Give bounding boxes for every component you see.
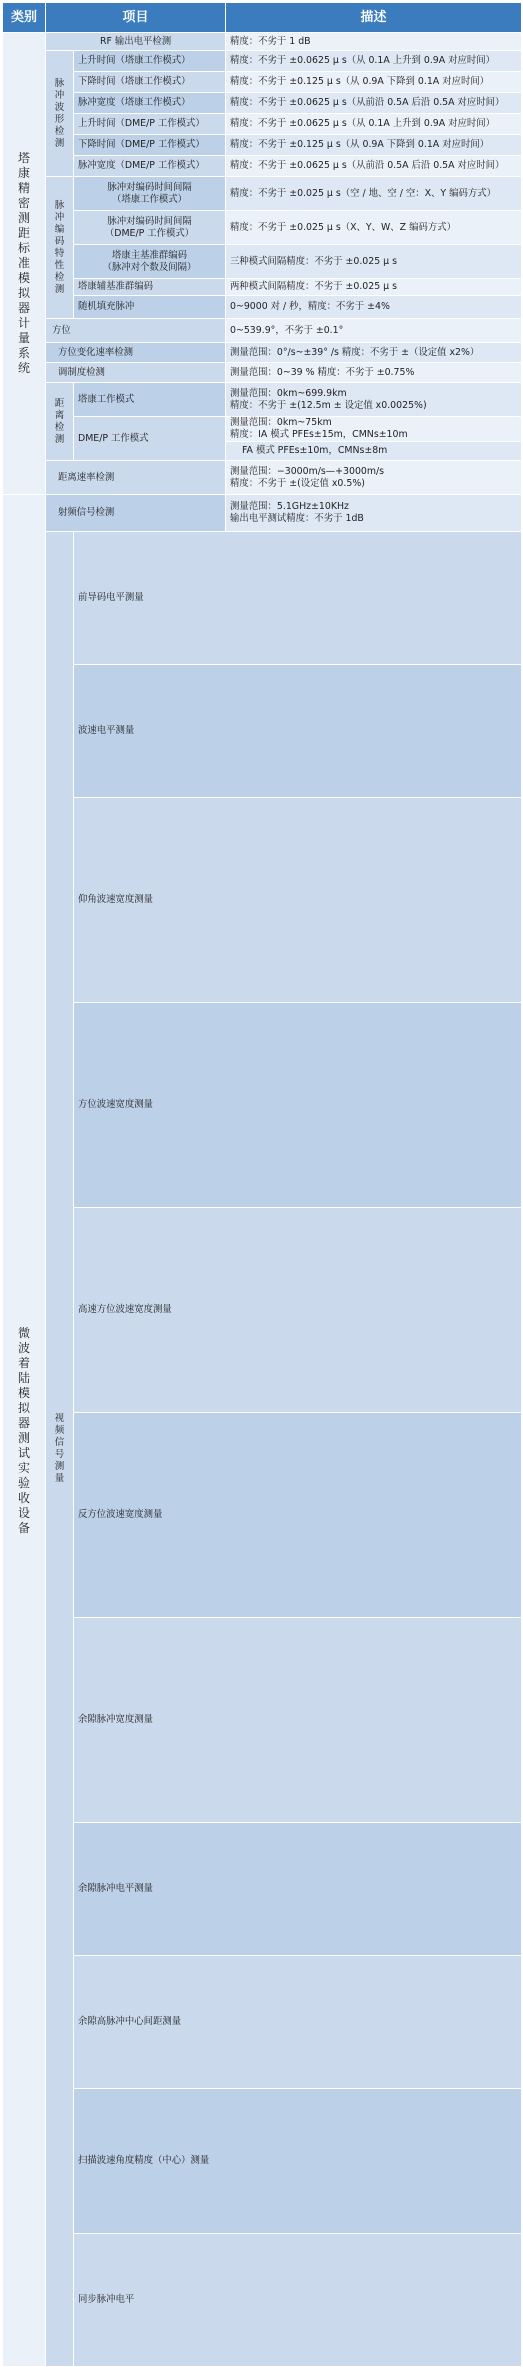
- table-row: [3, 72, 522, 93]
- description-line: 精度：不劣于 ±0.0625 μ s（从 0.1A 上升到 0.9A 对应时间）: [230, 118, 496, 129]
- description-line: 精度：IA 模式 PFEs±15m，CMNs±10m: [230, 429, 408, 440]
- description-line: 0~539.9°，不劣于 ±0.1°: [230, 324, 344, 336]
- description-line: 测量范围：5.1GHz±10KHz: [230, 501, 349, 512]
- description-cell: [226, 135, 522, 156]
- header-item: 项目: [46, 3, 226, 33]
- description-cell: [226, 417, 522, 442]
- item-cell: [74, 665, 522, 798]
- item-line: 塔康工作模式: [78, 393, 135, 405]
- item-line: 波速电平测量: [78, 725, 135, 736]
- item-line: 调制度检测: [58, 366, 105, 378]
- item-line: 脉冲宽度（塔康工作模式）: [78, 97, 191, 108]
- item-cell: [74, 296, 226, 319]
- table-row: [3, 156, 522, 177]
- item-cell: [46, 33, 226, 51]
- item-line: 上升时间（塔康工作模式）: [78, 55, 191, 66]
- description-cell: [226, 51, 522, 72]
- category-cell: 塔 康 精 密 测 距 标 准 模 拟 器 计 量 系 统: [3, 33, 46, 495]
- description-cell: [226, 177, 522, 211]
- item-line: 脉冲对编码时间间隔: [107, 181, 192, 193]
- item-cell: [74, 211, 226, 245]
- table-body: [3, 33, 522, 2367]
- item-line: 方位: [52, 324, 71, 336]
- description-cell: [226, 156, 522, 177]
- table-row: [3, 135, 522, 156]
- item-cell: [74, 1823, 522, 1956]
- description-cell: [226, 363, 522, 383]
- item-cell: [74, 383, 226, 417]
- header-category: 类别: [3, 3, 46, 33]
- description-cell: [226, 442, 522, 461]
- table-row: [3, 1208, 522, 1413]
- item-line: 反方位波速宽度测量: [78, 1509, 163, 1520]
- description-line: 测量范围：0°/s~±39° /s 精度：不劣于 ±（设定值 x2%）: [230, 346, 480, 358]
- item-line: 余隙脉冲电平测量: [78, 1883, 154, 1894]
- description-cell: [226, 461, 522, 495]
- table-row: [3, 177, 522, 211]
- item-line: 高速方位波速宽度测量: [78, 1304, 172, 1315]
- item-cell: [46, 343, 226, 363]
- item-line: 下降时间（DME/P 工作模式）: [78, 139, 205, 150]
- item-cell: [74, 177, 226, 211]
- item-cell: [74, 1956, 522, 2089]
- table-row: [3, 1956, 522, 2089]
- table-row: [3, 1413, 522, 1618]
- description-line: 测量范围：0km~75km: [230, 417, 332, 428]
- item-line: 余隙高脉冲中心间距测量: [78, 2016, 182, 2027]
- item-line: 塔康辅基准群编码: [78, 281, 154, 292]
- item-cell: [74, 532, 522, 665]
- item-line: 距离速率检测: [58, 471, 115, 483]
- description-cell: [226, 93, 522, 114]
- description-cell: [226, 72, 522, 93]
- table-row: [3, 383, 522, 417]
- table-header-row: [3, 3, 522, 33]
- item-cell: [74, 156, 226, 177]
- item-cell: [46, 363, 226, 383]
- item-cell: [74, 798, 522, 1003]
- item-cell: [74, 72, 226, 93]
- item-line: 前导码电平测量: [78, 592, 144, 603]
- table-row: [3, 1618, 522, 1823]
- table-row: [3, 461, 522, 495]
- description-line: 精度：不劣于 ±0.125 μ s（从 0.9A 下降到 0.1A 对应时间）: [230, 76, 490, 87]
- description-cell: [226, 114, 522, 135]
- table-row: [3, 33, 522, 51]
- table-row: [3, 51, 522, 72]
- item-cell: [74, 51, 226, 72]
- item-line: 脉冲宽度（DME/P 工作模式）: [78, 160, 205, 171]
- description-line: 0~9000 对 / 秒，精度：不劣于 ±4%: [230, 301, 390, 312]
- item-cell: [74, 279, 226, 296]
- description-cell: [226, 279, 522, 296]
- description-cell: [226, 33, 522, 51]
- table-row: [3, 532, 522, 665]
- item-line: 余隙脉冲宽度测量: [78, 1714, 154, 1725]
- category-cell: 微 波 着 陆 模 拟 器 测 试 实 验 收 设 备: [3, 495, 46, 2367]
- subgroup-cell: 视 频 信 号 测 量: [46, 532, 74, 2367]
- item-line: 方位波速宽度测量: [78, 1099, 154, 1110]
- table-row: [3, 798, 522, 1003]
- description-cell: [226, 383, 522, 417]
- table-row: [3, 211, 522, 245]
- spec-table: [2, 2, 522, 2367]
- item-cell: [74, 1618, 522, 1823]
- item-cell: [74, 417, 226, 461]
- description-line: 精度：不劣于 ±0.0625 μ s（从 0.1A 上升到 0.9A 对应时间）: [230, 55, 496, 66]
- item-line: 扫描波速角度精度（中心）测量: [78, 2155, 210, 2166]
- item-cell: [46, 461, 226, 495]
- item-line: 随机填充脉冲: [78, 301, 135, 312]
- item-line: 方位变化速率检测: [58, 346, 134, 358]
- item-line: 下降时间（塔康工作模式）: [78, 76, 191, 87]
- item-line: 脉冲对编码时间间隔: [107, 215, 192, 227]
- table-row: [3, 665, 522, 798]
- table-row: [3, 363, 522, 383]
- table-row: [3, 1003, 522, 1208]
- table-row: [3, 245, 522, 279]
- description-cell: [226, 495, 522, 532]
- item-cell: [74, 245, 226, 279]
- description-line: 精度：不劣于 1 dB: [230, 35, 311, 47]
- item-line: （脉冲对个数及间隔）: [102, 261, 197, 273]
- table-row: [3, 2234, 522, 2367]
- table-row: [3, 279, 522, 296]
- item-cell: [74, 135, 226, 156]
- subgroup-cell: 距 离 检 测: [46, 383, 74, 461]
- item-line: 上升时间（DME/P 工作模式）: [78, 118, 205, 129]
- description-line: 精度：不劣于 ±(设定值 x0.5%): [230, 477, 365, 489]
- description-line: 精度：不劣于 ±0.0625 μ s（从前沿 0.5A 后沿 0.5A 对应时间）: [230, 160, 505, 171]
- description-line: FA 模式 PFEs±10m，CMNs±8m: [242, 445, 388, 456]
- item-cell: [74, 1003, 522, 1208]
- item-cell: [74, 114, 226, 135]
- item-cell: [74, 1208, 522, 1413]
- description-line: 精度：不劣于 ±0.0625 μ s（从前沿 0.5A 后沿 0.5A 对应时间）: [230, 97, 505, 108]
- description-cell: [226, 211, 522, 245]
- description-line: 精度：不劣于 ±0.025 μ s（X、Y、W、Z 编码方式）: [230, 221, 456, 233]
- subgroup-cell: 脉 冲 波 形 检 测: [46, 51, 74, 177]
- item-line: 同步脉冲电平: [78, 2294, 135, 2305]
- item-line: DME/P 工作模式: [78, 432, 149, 444]
- item-line: 塔康主基准群编码: [112, 249, 188, 261]
- description-line: 测量范围：0km~699.9km: [230, 387, 347, 399]
- table-row: [3, 296, 522, 319]
- table-row: [3, 1823, 522, 1956]
- table-row: [3, 343, 522, 363]
- item-line: （塔康工作模式）: [112, 193, 188, 205]
- header-description: 描述: [226, 3, 522, 33]
- subgroup-cell: 脉 冲 编 码 特 性 检 测: [46, 177, 74, 319]
- description-line: 两种模式间隔精度：不劣于 ±0.025 μ s: [230, 281, 397, 292]
- description-line: 测量范围：−3000m/s—+3000m/s: [230, 465, 385, 477]
- item-cell: [46, 495, 226, 532]
- description-cell: [226, 245, 522, 279]
- table-row: [3, 2089, 522, 2234]
- table-row: [3, 93, 522, 114]
- item-cell: [74, 2089, 522, 2234]
- item-line: 射频信号检测: [58, 507, 115, 518]
- description-line: 三种模式间隔精度：不劣于 ±0.025 μ s: [230, 255, 397, 267]
- table-row: [3, 417, 522, 442]
- description-cell: [226, 343, 522, 363]
- description-cell: [226, 319, 522, 343]
- item-cell: [74, 93, 226, 114]
- description-line: 精度：不劣于 ±0.025 μ s（空 / 地、空 / 空：X、Y 编码方式）: [230, 187, 496, 199]
- item-line: （DME/P 工作模式）: [104, 227, 195, 239]
- description-line: 测量范围：0~39 % 精度：不劣于 ±0.75%: [230, 366, 415, 378]
- item-line: 仰角波速宽度测量: [78, 894, 154, 905]
- description-line: 精度：不劣于 ±(12.5m ± 设定值 x0.0025%): [230, 399, 427, 411]
- table-row: [3, 114, 522, 135]
- item-cell: [74, 1413, 522, 1618]
- item-line: RF 输出电平检测: [99, 35, 172, 47]
- item-cell: [74, 2234, 522, 2367]
- description-line: 输出电平测试精度：不劣于 1dB: [230, 513, 364, 524]
- description-line: 精度：不劣于 ±0.125 μ s（从 0.9A 下降到 0.1A 对应时间）: [230, 139, 490, 150]
- description-cell: [226, 296, 522, 319]
- table-row: [3, 319, 522, 343]
- table-row: [3, 495, 522, 532]
- item-cell: [46, 319, 226, 343]
